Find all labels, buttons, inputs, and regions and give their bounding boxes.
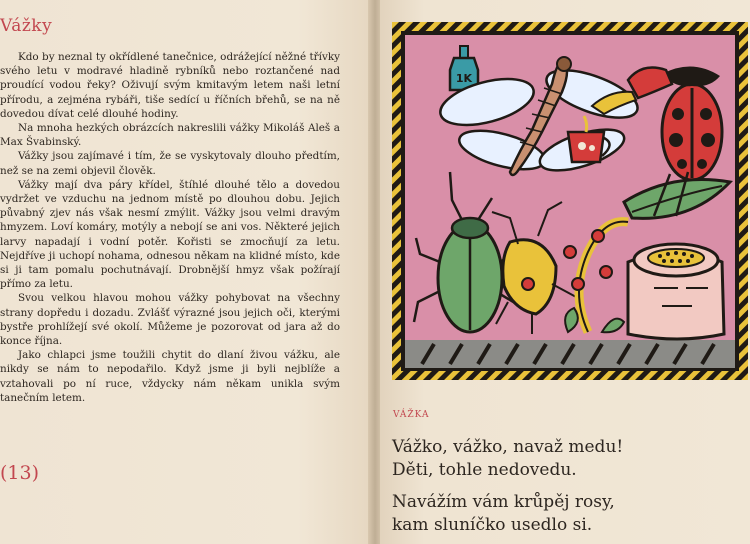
poem-label: VÁŽKA: [393, 410, 430, 420]
poem-line: Navážím vám krůpěj rosy,: [392, 492, 615, 512]
poem-line: kam sluníčko usedlo si.: [392, 515, 593, 535]
chapter-title: Vážky: [0, 16, 53, 36]
poem-line: Vážko, vážko, navaž medu!: [392, 437, 624, 457]
paragraph: Jako chlapci jsme toužili chytit do dlaní živou vážku, ale nikdy se nám to nepodařilo. Když jsme ji byli nejblíže a vztahovali po ní ruce, vždycky nám někam unikla svým tanečním letem.: [0, 349, 340, 404]
paragraph: Kdo by neznal ty okřídlené tanečnice, odrážející něžné třívky svého letu v modravé hladině rybníků nebo roztančené nad proudící vodou řeky? Oživují svým kmitavým letem naši letní přírodu, a zejména rybáři, tiše sedící u říčních břehů, se na ně dovedou dívat celé dlouhé hodiny.: [0, 51, 340, 120]
illustration-svg: [392, 22, 748, 380]
poem: [392, 436, 742, 537]
poem-line: Děti, tohle nedovedu.: [392, 460, 577, 480]
paragraph: Na mnoha hezkých obrázcích nakreslili vážky Mikoláš Aleš a Max Švabinský.: [0, 122, 340, 149]
stanza-gap: [392, 482, 742, 491]
left-page: [0, 0, 372, 544]
honey-pot-icon: [628, 244, 724, 339]
paragraph: Svou velkou hlavou mohou vážky pohybovat na všechny strany dopředu i dozadu. Zvlášť výrazné jsou jejich oči, kterými bystře prohlížejí své okolí. Můžeme je pozorovat od jara až do konce října.: [0, 292, 340, 348]
article-text: [0, 50, 340, 405]
illustration: [392, 22, 748, 380]
paragraph: Vážky mají dva páry křídel, štíhlé dlouhé tělo a dovedou vydržet ve vzduchu na jednom místě po dlouhou dobu. Jejich půvabný zjev nás však nesmí zmýlit. Vážky jsou velmi dravým hmyzem. Loví komáry, motýly a nebojí se ani vos. Některé jejich larvy napadají i vodní potěr. Kořisti se zmocňují za letu. Nejdříve ji uchopí nohama, odnesou někam na klidné místo, kde si ji tam pomalu pochutnávají. Drobnější hmyz však požírají přímo za letu.: [0, 178, 340, 291]
paragraph: Vážky jsou zajímavé i tím, že se vyskytovaly dlouho předtím, než se na zemi objevil člověk.: [0, 150, 340, 177]
jar-label: 1K: [455, 72, 473, 85]
page-number: (13): [0, 462, 40, 484]
